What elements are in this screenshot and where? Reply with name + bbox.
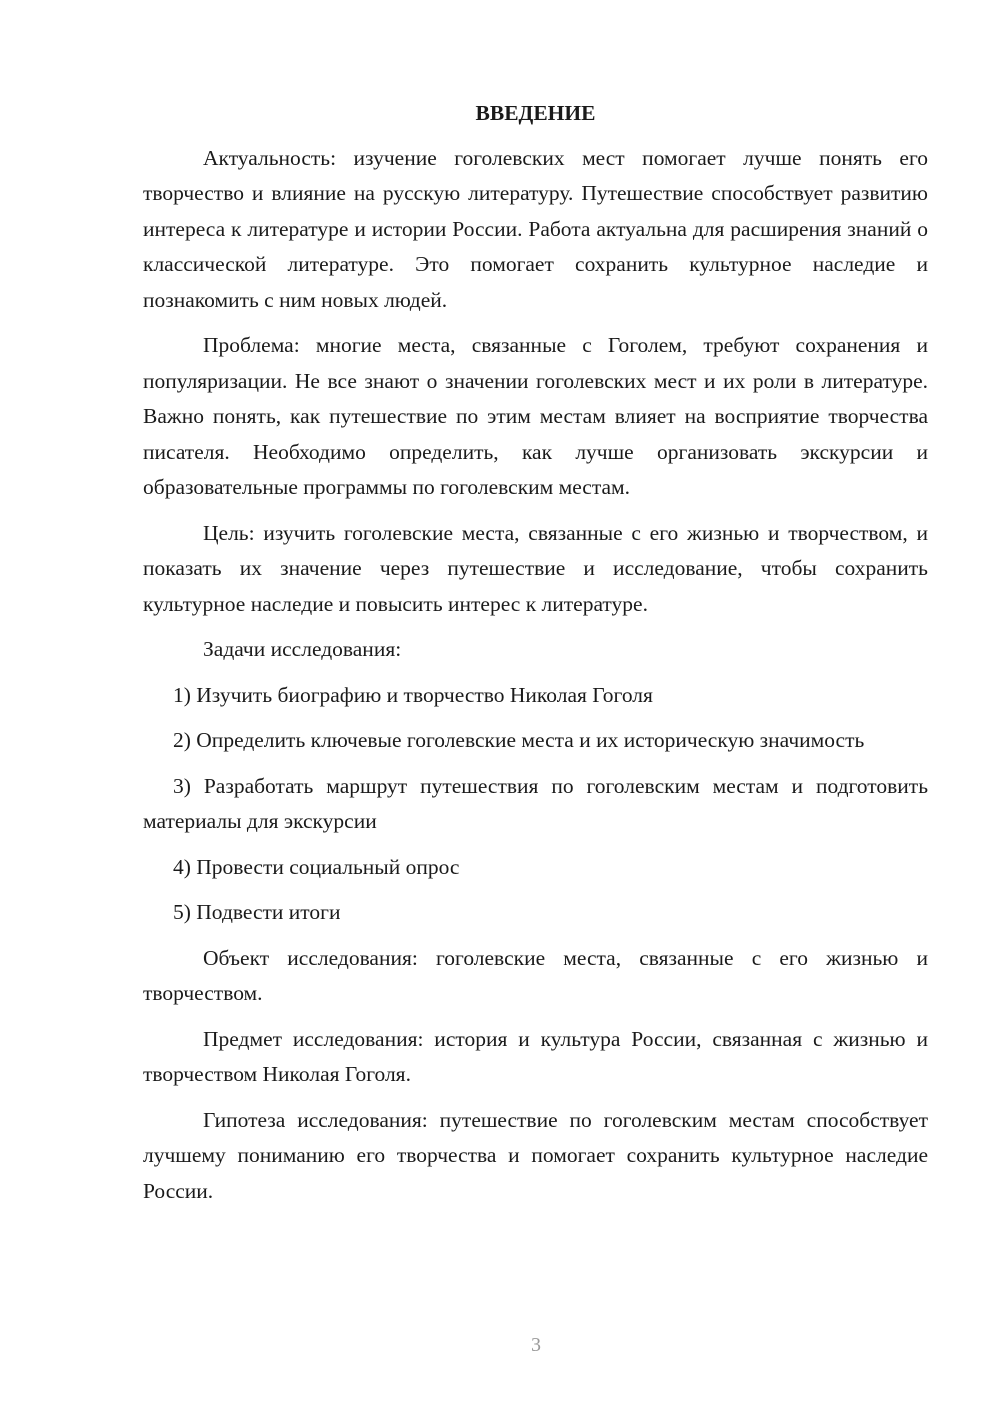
section-title: ВВЕДЕНИЕ <box>475 101 596 125</box>
task-item: 2) Определить ключевые гоголевские места и их историческую значимость <box>173 728 865 752</box>
page-number: 3 <box>531 1334 541 1356</box>
problem-paragraph: Проблема: многие места, связанные с Гоголем, требуют сохранения и популяризации. Не все знают о значении гоголевских мест и их роли в литературе. Важно понять, как путешествие по этим местам влияет на восприятие творчества писателя. Необходимо определить, как лучше организовать экскурсии и образовательные программы по гоголевским местам. <box>143 333 928 499</box>
object-paragraph: Объект исследования: гоголевские места, связанные с его жизнью и творчеством. <box>143 945 928 1005</box>
task-item: 3) Разработать маршрут путешествия по гоголевским местам и подготовить материалы для экскурсии <box>143 773 928 833</box>
task-item: 4) Провести социальный опрос <box>173 854 460 879</box>
task-item: 1) Изучить биографию и творчество Николая Гоголя <box>173 682 653 707</box>
goal-paragraph: Цель: изучить гоголевские места, связанные с его жизнью и творчеством, и показать их значение через путешествие и исследование, чтобы сохранить культурное наследие и повысить интерес к литературе. <box>143 520 928 616</box>
task-item: 5) Подвести итоги <box>173 900 341 924</box>
hypothesis-paragraph: Гипотеза исследования: путешествие по гоголевским местам способствует лучшему пониманию его творчества и помогает сохранить культурное наследие России. <box>143 1107 928 1203</box>
tasks-heading: Задачи исследования: <box>203 637 402 661</box>
document-body <box>143 96 928 1219</box>
relevance-paragraph: Актуальность: изучение гоголевских мест помогает лучше понять его творчество и влияние на русскую литературу. Путешествие способствует развитию интереса к литературе и истории России. Работа актуальна для расширения знаний о классической литературе. Это помогает сохранить культурное наследие и познакомить с ним новых людей. <box>143 145 928 312</box>
subject-paragraph: Предмет исследования: история и культура России, связанная с жизнью и творчеством Николая Гоголя. <box>143 1026 928 1086</box>
